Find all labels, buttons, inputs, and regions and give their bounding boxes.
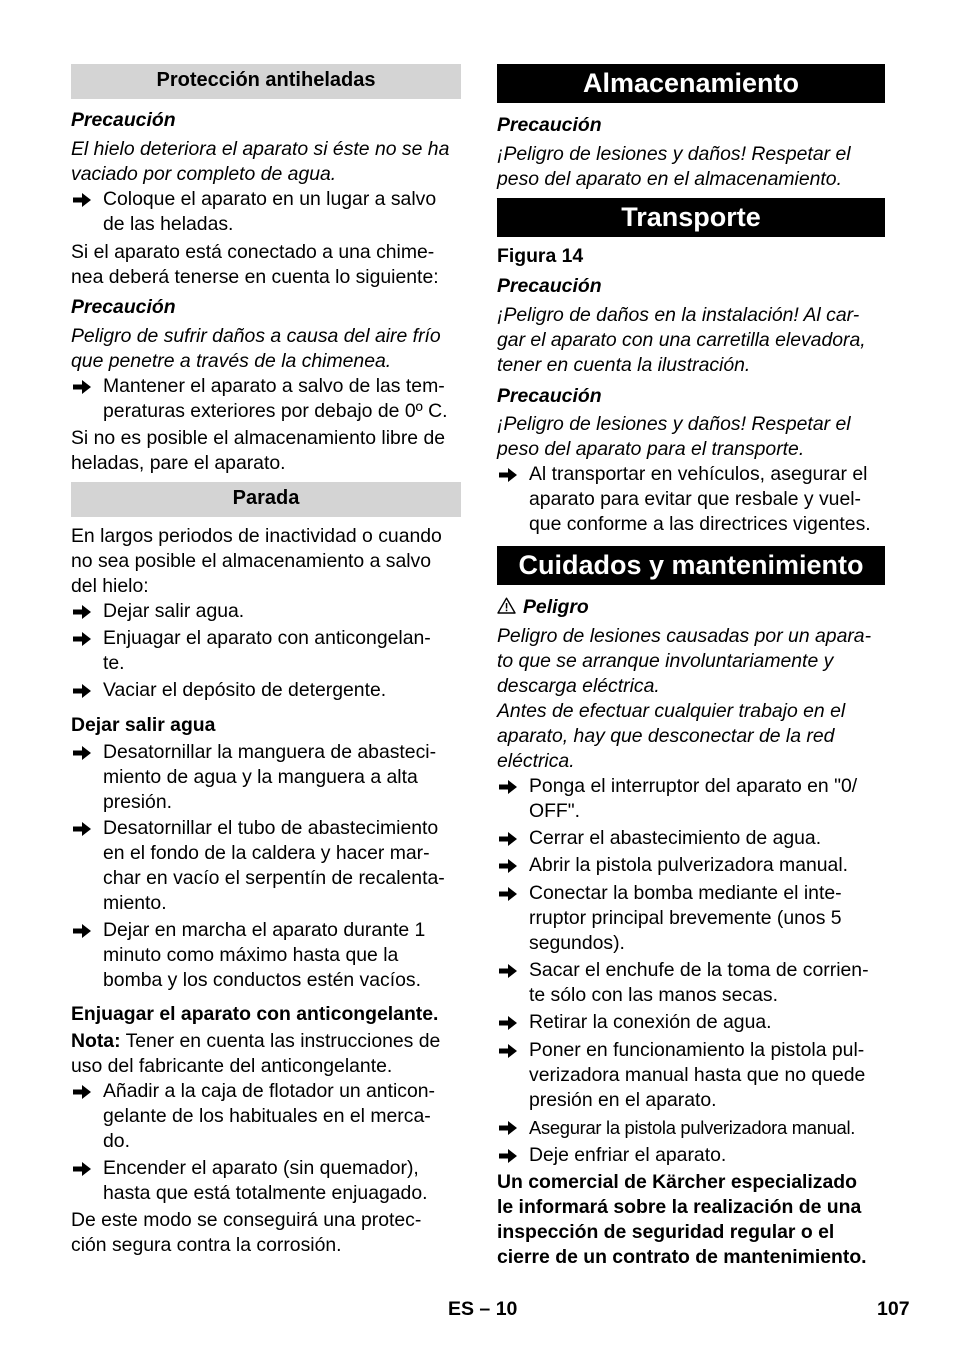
body-text-line: Si el aparato está conectado a una chime-: [71, 241, 435, 263]
bullet-line: Asegurar la pistola pulverizadora manual.: [529, 1117, 856, 1138]
caution-text-line: peso del aparato en el almacenamiento.: [497, 168, 842, 190]
body-text-line: ción segura contra la corrosión.: [71, 1234, 342, 1256]
bullet-line: te sólo con las manos secas.: [529, 984, 778, 1006]
danger-text-line: Antes de efectuar cualquier trabajo en el: [497, 700, 846, 722]
arrow-icon: [497, 462, 519, 487]
danger-title: Peligro: [523, 596, 589, 618]
footer-language-page: ES – 10: [448, 1298, 518, 1320]
bullet-line: Enjuagar el aparato con anticongelan-: [103, 627, 431, 649]
closing-text-line: le informará sobre la realización de una: [497, 1196, 862, 1218]
body-text-line: no sea posible el almacenamiento a salvo: [71, 550, 432, 572]
body-text-line: En largos periodos de inactividad o cuando: [71, 525, 442, 547]
caution-text-line: vaciado por completo de agua.: [71, 163, 337, 185]
heading-proteccion-antiheladas: Protección antiheladas: [71, 64, 461, 99]
arrow-icon: [497, 1038, 519, 1063]
bullet-line: Deje enfriar el aparato.: [529, 1144, 727, 1166]
bullet-line: OFF".: [529, 800, 581, 822]
bullet-line: Sacar el enchufe de la toma de corrien-: [529, 959, 869, 981]
caution-text-line: El hielo deteriora el aparato si éste no se ha: [71, 138, 450, 160]
arrow-icon: [71, 1079, 93, 1104]
bullet-line: Añadir a la caja de flotador un anticon-: [103, 1080, 436, 1102]
arrow-icon: [497, 1115, 519, 1140]
bullet-line: Poner en funcionamiento la pistola pul-: [529, 1039, 865, 1061]
caution-text-line: gar el aparato con una carretilla elevadora,: [497, 329, 866, 351]
bullet-line: rruptor principal brevemente (unos 5: [529, 907, 842, 929]
arrow-icon: [497, 958, 519, 983]
bullet-line: miento de agua y la manguera a alta: [103, 766, 418, 788]
bullet-line: Abrir la pistola pulverizadora manual.: [529, 854, 849, 876]
bullet-line: gelante de los habituales en el merca-: [103, 1105, 431, 1127]
caution-title: Precaución: [71, 109, 176, 131]
bullet-line: peraturas exteriores por debajo de 0º C.: [103, 400, 448, 422]
note-line: [71, 1029, 461, 1054]
bullet-line: presión en el aparato.: [529, 1089, 717, 1111]
danger-text-line: aparato, hay que desconectar de la red: [497, 725, 835, 747]
caution-title: Precaución: [497, 275, 602, 297]
bullet-line: Retirar la conexión de agua.: [529, 1011, 772, 1033]
note-label: Nota:: [71, 1030, 121, 1052]
caution-text-line: Peligro de sufrir daños a causa del aire frío: [71, 325, 441, 347]
caution-text-line: tener en cuenta la ilustración.: [497, 354, 751, 376]
heading-cuidados-mantenimiento: Cuidados y mantenimiento: [497, 546, 885, 585]
bullet-line: Desatornillar la manguera de abasteci-: [103, 741, 437, 763]
bullet-line: Encender el aparato (sin quemador),: [103, 1157, 419, 1179]
bullet-line: Cerrar el abastecimiento de agua.: [529, 827, 822, 849]
warning-triangle-icon: [497, 597, 516, 614]
caution-text-line: ¡Peligro de lesiones y daños! Respetar el: [497, 143, 851, 165]
body-text-line: del hielo:: [71, 575, 149, 597]
closing-text-line: Un comercial de Kärcher especializado: [497, 1171, 857, 1193]
subheading-enjuagar: Enjuagar el aparato con anticongelante.: [71, 1003, 439, 1025]
closing-text-line: cierre de un contrato de mantenimiento.: [497, 1246, 867, 1268]
bullet-line: Desatornillar el tubo de abastecimiento: [103, 817, 439, 839]
arrow-icon: [71, 1156, 93, 1181]
subheading-dejar-salir-agua: Dejar salir agua: [71, 714, 216, 736]
bullet-line: Ponga el interruptor del aparato en "0/: [529, 775, 858, 797]
heading-parada: Parada: [71, 482, 461, 517]
arrow-icon: [497, 826, 519, 851]
arrow-icon: [71, 374, 93, 399]
bullet-line: Conectar la bomba mediante el inte-: [529, 882, 842, 904]
closing-text-line: inspección de seguridad regular o el: [497, 1221, 835, 1243]
bullet-line: presión.: [103, 791, 172, 813]
bullet-line: do.: [103, 1130, 130, 1152]
arrow-icon: [497, 881, 519, 906]
body-text-line: De este modo se conseguirá una protec-: [71, 1209, 422, 1231]
arrow-icon: [71, 740, 93, 765]
bullet-line: en el fondo de la caldera y hacer mar-: [103, 842, 430, 864]
caution-text-line: ¡Peligro de lesiones y daños! Respetar el: [497, 413, 851, 435]
arrow-icon: [71, 816, 93, 841]
heading-almacenamiento: Almacenamiento: [497, 64, 885, 103]
arrow-icon: [497, 853, 519, 878]
bullet-line: char en vacío el serpentín de recalenta-: [103, 867, 445, 889]
body-text-line: nea deberá tenerse en cuenta lo siguiente:: [71, 266, 439, 288]
bullet-line: Dejar salir agua.: [103, 600, 245, 622]
arrow-icon: [497, 774, 519, 799]
danger-text-line: descarga eléctrica.: [497, 675, 660, 697]
danger-text-line: to que se arranque involuntariamente y: [497, 650, 834, 672]
arrow-icon: [71, 918, 93, 943]
caution-title: Precaución: [497, 114, 602, 136]
body-text-line: Si no es posible el almacenamiento libre de: [71, 427, 446, 449]
note-line: uso del fabricante del anticongelante.: [71, 1055, 393, 1077]
danger-text-line: eléctrica.: [497, 750, 575, 772]
bullet-line: Coloque el aparato en un lugar a salvo: [103, 188, 437, 210]
bullet-line: te.: [103, 652, 125, 674]
bullet-line: minuto como máximo hasta que la: [103, 944, 399, 966]
page-number: 107: [877, 1298, 910, 1320]
bullet-line: Al transportar en vehículos, asegurar el: [529, 463, 868, 485]
arrow-icon: [71, 187, 93, 212]
caution-text-line: ¡Peligro de daños en la instalación! Al car-: [497, 304, 860, 326]
bullet-line: Mantener el aparato a salvo de las tem-: [103, 375, 445, 397]
arrow-icon: [71, 626, 93, 651]
bullet-line: de las heladas.: [103, 213, 234, 235]
arrow-icon: [71, 678, 93, 703]
bullet-line: Vaciar el depósito de detergente.: [103, 679, 387, 701]
bullet-line: verizadora manual hasta que no quede: [529, 1064, 866, 1086]
danger-text-line: Peligro de lesiones causadas por un apara-: [497, 625, 872, 647]
caution-text-line: peso del aparato para el transporte.: [497, 438, 805, 460]
figure-reference: Figura 14: [497, 245, 584, 267]
arrow-icon: [71, 599, 93, 624]
heading-transporte: Transporte: [497, 198, 885, 237]
bullet-line: miento.: [103, 892, 167, 914]
bullet-line: que conforme a las directrices vigentes.: [529, 513, 871, 535]
bullet-line: bomba y los conductos estén vacíos.: [103, 969, 421, 991]
arrow-icon: [497, 1010, 519, 1035]
bullet-line: hasta que está totalmente enjuagado.: [103, 1182, 428, 1204]
caution-title: Precaución: [71, 296, 176, 318]
arrow-icon: [497, 1143, 519, 1168]
bullet-line: segundos).: [529, 932, 625, 954]
caution-text-line: que penetre a través de la chimenea.: [71, 350, 392, 372]
bullet-line: aparato para evitar que resbale y vuel-: [529, 488, 861, 510]
danger-title-line: [497, 595, 885, 620]
bullet-line: Dejar en marcha el aparato durante 1: [103, 919, 426, 941]
caution-title: Precaución: [497, 385, 602, 407]
body-text-line: heladas, pare el aparato.: [71, 452, 286, 474]
note-text: Tener en cuenta las instrucciones de: [120, 1030, 441, 1052]
